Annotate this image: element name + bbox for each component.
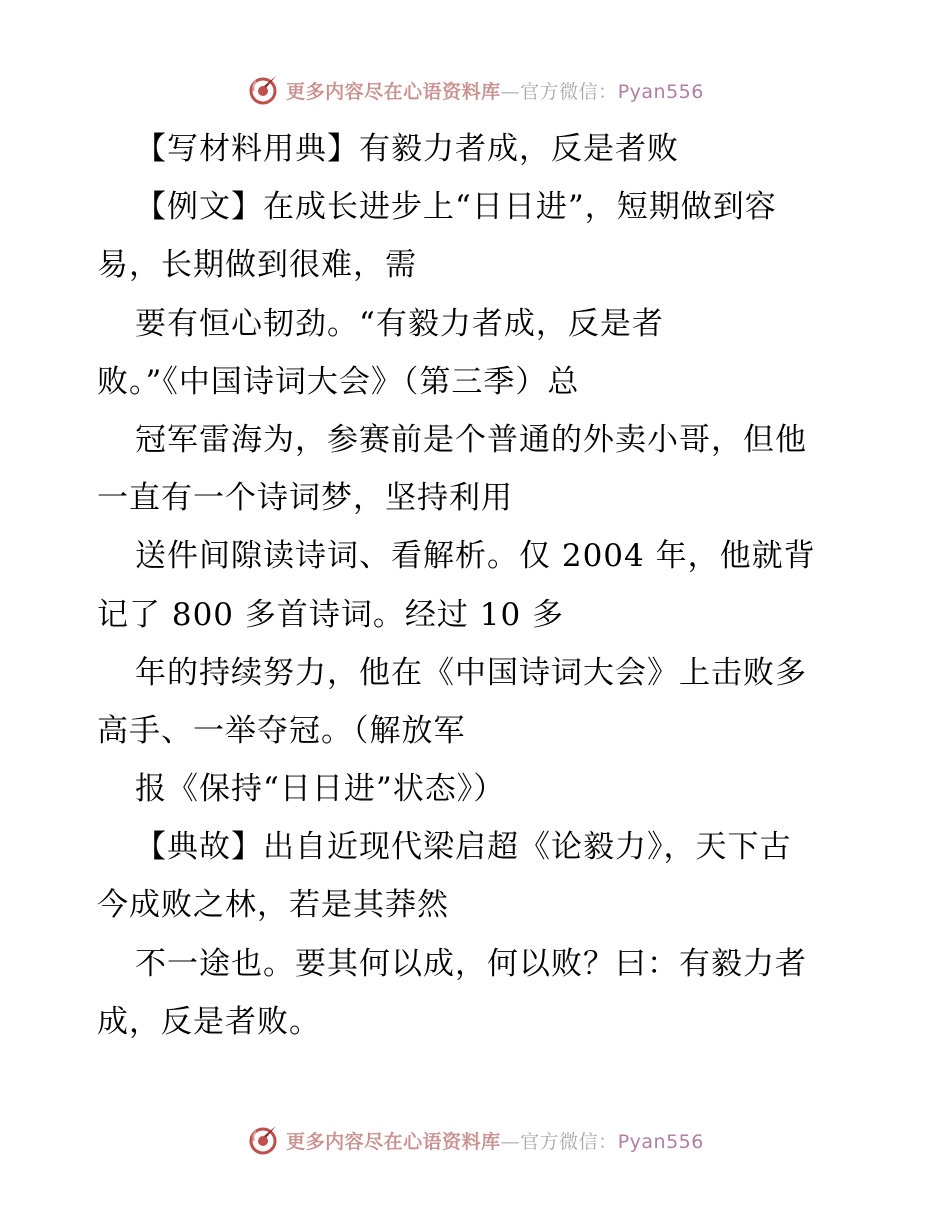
body-line: 要有恒心韧劲。“有毅力者成，反是者 (135, 305, 664, 342)
footer-banner (0, 1120, 950, 1160)
body-line: 报《保持“日日进”状态》） (135, 771, 506, 808)
body-line: 败。”《中国诗词大会》（第三季）总 (97, 363, 580, 400)
body-line: 今成败之林，若是其莽然 (97, 887, 449, 924)
body-line: 易，长期做到很难，需 (97, 247, 417, 284)
body-line: 高手、一举夺冠。（解放军 (97, 712, 466, 749)
quill-logo-icon (246, 73, 280, 107)
body-line: 记了 800 多首诗词。经过 10 多 (97, 596, 565, 633)
banner-official-label: 官方微信： (520, 80, 618, 103)
body-line: 冠军雷海为，参赛前是个普通的外卖小哥，但他 (135, 421, 807, 458)
body-line: 【典故】出自近现代梁启超《论毅力》，天下古 (135, 829, 792, 866)
banner-dash: — (500, 80, 521, 103)
body-line: 送件间隙读诗词、看解析。仅 2004 年，他就背 (135, 538, 816, 575)
banner-official-label: 官方微信： (520, 1130, 618, 1153)
quill-logo-icon (246, 1123, 280, 1157)
header-banner-text (286, 77, 704, 104)
body-line: 成，反是者败。 (97, 1003, 321, 1040)
banner-dash: — (500, 1130, 521, 1153)
banner-site-text: 更多内容尽在心语资料库 (286, 1130, 501, 1153)
banner-wechat-id: Pyan556 (617, 80, 704, 103)
document-body (97, 120, 857, 1051)
body-line: 一直有一个诗词梦，坚持利用 (97, 480, 513, 517)
header-banner (0, 70, 950, 110)
body-line: 【写材料用典】有毅力者成，反是者败 (135, 131, 679, 167)
banner-site-text: 更多内容尽在心语资料库 (286, 80, 501, 103)
banner-wechat-id: Pyan556 (617, 1130, 704, 1153)
body-line: 年的持续努力，他在《中国诗词大会》上击败多 (135, 654, 807, 691)
body-line: 不一途也。要其何以成，何以败？曰：有毅力者 (135, 945, 807, 982)
footer-banner-text (286, 1127, 704, 1154)
body-line: 【例文】在成长进步上“日日进”，短期做到容 (135, 189, 777, 226)
